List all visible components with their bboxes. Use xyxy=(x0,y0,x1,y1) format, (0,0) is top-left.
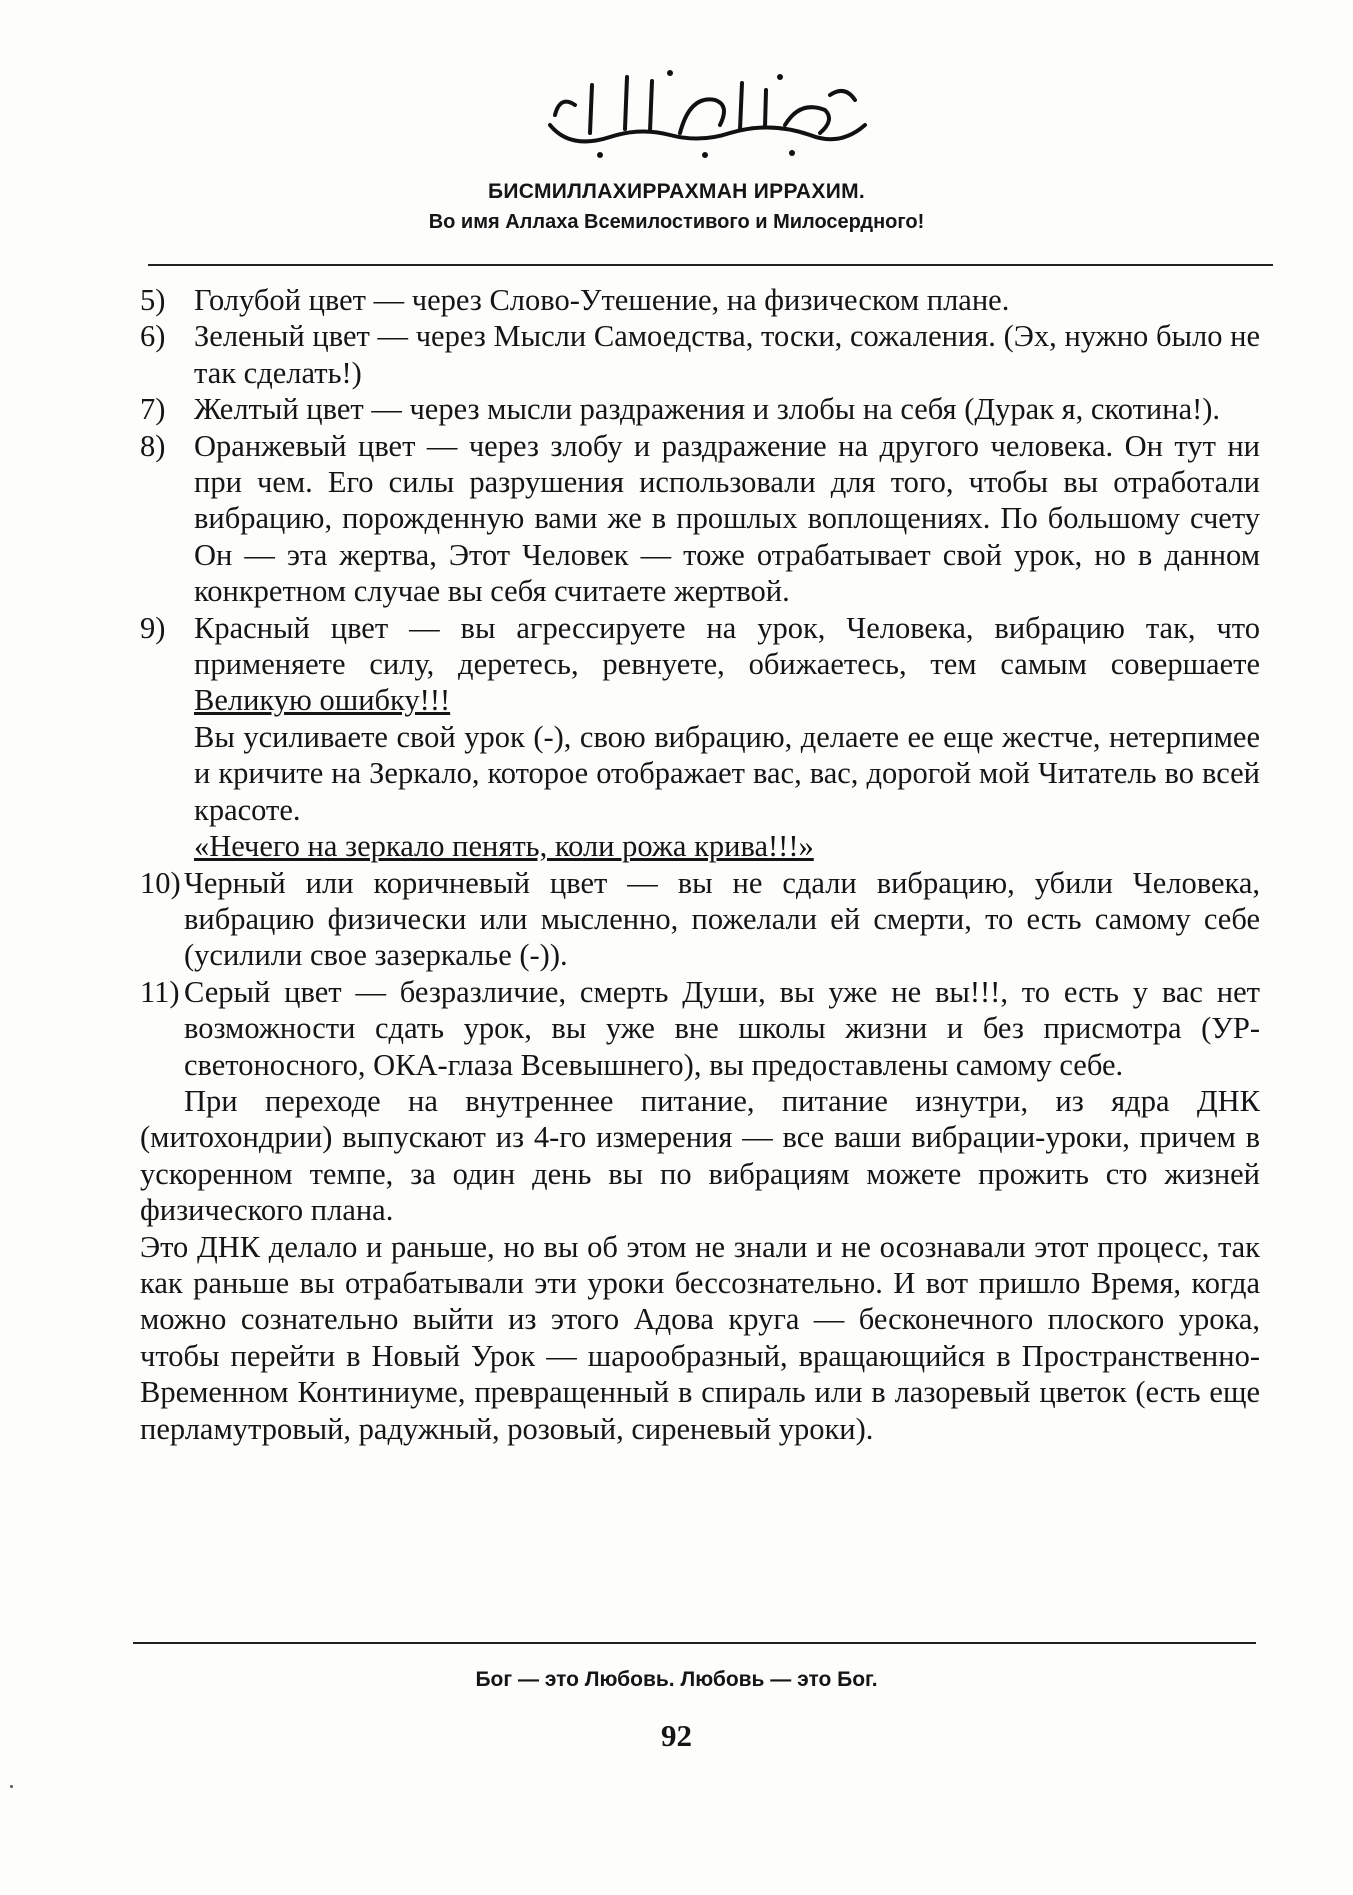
basmala-calligraphy xyxy=(530,55,880,165)
header-subtitle: Во имя Аллаха Всемилостивого и Милосердного! xyxy=(428,211,925,233)
list-item-10 xyxy=(140,865,1260,974)
list-text: Желтый цвет — через мысли раздражения и злобы на себя (Дурак я, скотина!). xyxy=(194,392,1221,427)
list-text-continuation: Вы усиливаете свой урок (-), свою вибрацию, делаете ее еще жестче, нетерпимее и кричите на Зеркало, которое отображает вас, вас, дорогой мой Читатель во всей красоте. xyxy=(194,719,1260,827)
list-text-block xyxy=(194,610,1260,865)
list-text: Голубой цвет — через Слово-Утешение, на физическом плане. xyxy=(194,283,1010,317)
list-item-8 xyxy=(140,428,1260,610)
list-text: Серый цвет — безразличие, смерть Души, вы уже не вы!!!, то есть у вас нет возможности сдать урок, вы уже вне школы жизни и без присмотра (УР-светоносного, ОКА-глаза Всевышнего), вы предоставлены самому себе. xyxy=(184,974,1260,1082)
list-item-6 xyxy=(140,318,1260,391)
basmala-calligraphy-icon xyxy=(530,55,880,165)
list-text xyxy=(194,610,1260,719)
list-number: 6) xyxy=(140,319,166,354)
list-item-7 xyxy=(140,391,1260,427)
list-item-9 xyxy=(140,610,1260,865)
header-title: БИСМИЛЛАХИРРАХМАН ИРРАХИМ. xyxy=(487,180,866,203)
list-text: Оранжевый цвет — через злобу и раздражение на другого человека. Он тут ни при чем. Его силы разрушения использовали для того, чтобы вы отработали вибрацию, порожденную вами же в прошлых воплощениях. По большому счету Он — эта жертва, Этот Человек — тоже отрабатывает свой урок, но в данном конкретном случае вы себя считаете жертвой. xyxy=(194,428,1260,609)
list-number: 7) xyxy=(140,392,166,427)
proverb xyxy=(194,828,1260,864)
list-item-5 xyxy=(140,282,1260,318)
underlined-phrase: Великую ошибку!!! xyxy=(194,683,451,718)
scan-speck xyxy=(10,1785,13,1788)
body-text xyxy=(140,282,1260,1447)
list-text-lead: Красный цвет — вы агрессируете на урок, Человека, вибрацию так, что применяете силу, деретесь, ревнуете, обижаетесь, тем самым совершаете xyxy=(194,610,1260,682)
footer-divider xyxy=(133,1642,1256,1644)
page-number: 92 xyxy=(661,1718,692,1753)
list-number: 5) xyxy=(140,283,166,317)
list-number: 8) xyxy=(140,428,166,463)
list-item-11 xyxy=(140,974,1260,1083)
list-number: 9) xyxy=(140,610,166,645)
list-text: Черный или коричневый цвет — вы не сдали вибрацию, убили Человека, вибрацию физически или мысленно, пожелали ей смерти, то есть самому себе (усилили свое зазеркалье (-)). xyxy=(184,865,1260,973)
list-number: 11) xyxy=(140,974,180,1009)
header-divider xyxy=(148,264,1273,266)
proverb-text: «Нечего на зеркало пенять, коли рожа крива!!!» xyxy=(194,829,814,864)
footer-motto: Бог — это Любовь. Любовь — это Бог. xyxy=(475,1668,878,1691)
list-number: 10) xyxy=(140,865,181,900)
paragraph-2: Это ДНК делало и раньше, но вы об этом не знали и не осознавали этот процесс, так как раньше вы отрабатывали эти уроки бессознательно. И вот пришло Время, когда можно сознательно выйти из этого Адова круга — бесконечного плоского урока, чтобы перейти в Новый Урок — шарообразный, вращающийся в Пространственно-Временном Континиуме, превращенный в спираль или в лазоревый цветок (есть еще перламутровый, радужный, розовый, сиреневый уроки). xyxy=(140,1229,1260,1446)
list-text: Зеленый цвет — через Мысли Самоедства, тоски, сожаления. (Эх, нужно было не так сделать!) xyxy=(194,319,1260,390)
paragraph-1: При переходе на внутреннее питание, питание изнутри, из ядра ДНК (митохондрии) выпускают из 4-го измерения — все ваши вибрации-уроки, причем в ускоренном темпе, за один день вы по вибрациям можете прожить сто жизней физического плана. xyxy=(140,1083,1260,1228)
